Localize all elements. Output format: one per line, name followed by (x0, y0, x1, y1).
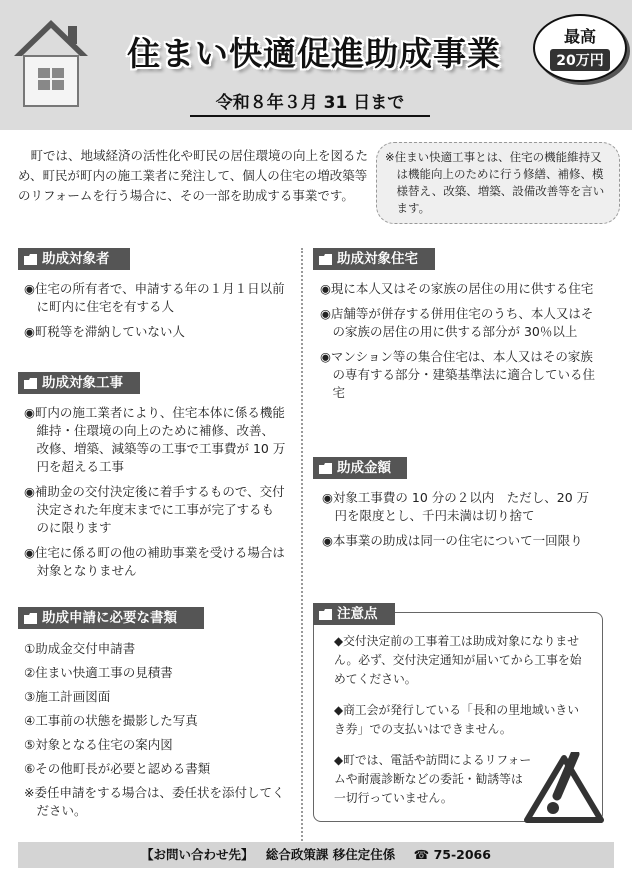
phone-icon: ☎ (413, 847, 430, 862)
definition-note (376, 142, 620, 224)
list-item: ◉町税等を滞納していない人 (24, 324, 185, 339)
list-item: ③施工計画図面 (24, 689, 111, 704)
documents-list (24, 640, 286, 826)
section-title: 注意点 (337, 606, 378, 622)
intro-paragraph: 町では、地域経済の活性化や町民の居住環境の向上を図るため、町民が町内の施工業者に発注して、個人の住宅の増改築等のリフォームを行う場合に、その一部を助成する事業です。 (18, 148, 369, 203)
contact-label: 【お問い合わせ先】 (141, 847, 254, 862)
amount-list (322, 489, 594, 557)
badge-amount: 20万円 (550, 49, 609, 71)
list-item: ◉店舗等が併存する併用住宅のうち、本人又はその家族の居住の用に供する部分が 30％以上 (320, 306, 594, 339)
section-header-eligible-housing (313, 248, 435, 270)
section-title: 助成対象者 (42, 251, 110, 267)
section-title: 助成申請に必要な書類 (42, 610, 177, 626)
column-divider (301, 248, 303, 844)
max-amount-badge (533, 14, 627, 82)
section-title: 助成対象工事 (42, 375, 123, 391)
section-title: 助成対象住宅 (337, 251, 418, 267)
folder-icon (319, 463, 332, 474)
definition-note-text: ※住まい快適工事とは、住宅の機能維持又は機能向上のために行う修繕、補修、模様替え、改築、増築、設備改善等を言います。 (385, 150, 605, 215)
house-icon (10, 12, 92, 112)
eligible-housing-list (320, 280, 596, 409)
list-item: ◉住宅の所有者で、申請する年の１月１日以前に町内に住宅を有する人 (24, 281, 285, 314)
section-header-eligible-works (18, 372, 140, 394)
contact-phone: 75-2066 (433, 847, 491, 862)
folder-icon (24, 613, 37, 624)
eligible-works-list (24, 404, 286, 587)
section-header-eligible-persons (18, 248, 130, 270)
list-item: ⑥その他町長が必要と認める書類 (24, 761, 211, 776)
caution-item: ◆商工会が発行している「長和の里地域いきいき券」での支払いはできません。 (334, 703, 580, 736)
folder-icon (24, 378, 37, 389)
list-item: ※委任申請をする場合は、委任状を添付してください。 (24, 785, 285, 818)
list-item: ②住まい快適工事の見積書 (24, 665, 173, 680)
warning-icon (523, 752, 605, 824)
caution-item: ◆交付決定前の工事着工は助成対象になりません。必ず、交付決定通知が届いてから工事を始めてください。 (334, 634, 582, 686)
list-item: ◉現に本人又はその家族の居住の用に供する住宅 (320, 281, 594, 296)
badge-top-label: 最高 (563, 27, 596, 46)
section-header-amount (313, 457, 407, 479)
list-item: ◉本事業の助成は同一の住宅について一回限り (322, 533, 583, 548)
list-item: ④工事前の状態を撮影した写真 (24, 713, 198, 728)
contact-department: 総合政策課 移住定住係 (265, 847, 396, 862)
caution-item: ◆町では、電話や訪問によるリフォームや耐震診断などの委託・勧誘等は一切行っていません。 (334, 753, 532, 805)
header-banner (0, 0, 632, 130)
list-item: ◉対象工事費の 10 分の２以内 ただし、20 万円を限度とし、千円未満は切り捨て (322, 490, 590, 523)
folder-icon (24, 254, 37, 265)
list-item: ⑤対象となる住宅の案内図 (24, 737, 173, 752)
list-item: ◉マンション等の集合住宅は、本人又はその家族の専有する部分・建築基準法に適合している住宅 (320, 349, 596, 400)
contact-footer (18, 842, 614, 868)
folder-icon (319, 609, 332, 620)
list-item: ◉住宅に係る町の他の補助事業を受ける場合は対象となりません (24, 545, 285, 578)
list-item: ①助成金交付申請書 (24, 641, 136, 656)
list-item: ◉町内の施工業者により、住宅本体に係る機能維持・住環境の向上のために補修、改善、改修、増築、減築等の工事で工事費が 10 万円を超える工事 (24, 405, 286, 474)
section-header-documents (18, 607, 204, 629)
eligible-persons-list (24, 280, 286, 348)
section-header-caution (313, 603, 395, 625)
folder-icon (319, 254, 332, 265)
deadline-text: 令和８年３月 31 日まで (190, 88, 430, 117)
page-title: 住まい快適促進助成事業 (127, 34, 501, 73)
list-item: ◉補助金の交付決定後に着手するもので、交付決定された年度末までに工事が完了するものに限ります (24, 484, 285, 535)
section-title: 助成金額 (337, 460, 391, 476)
